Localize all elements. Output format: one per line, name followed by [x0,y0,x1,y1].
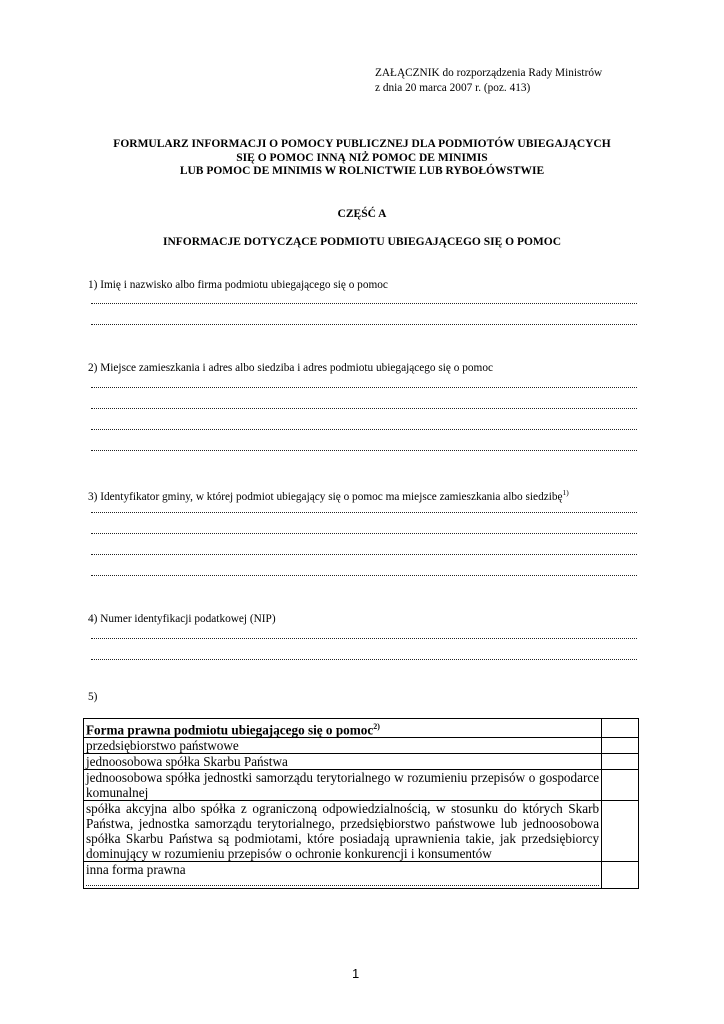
table-row [84,862,639,889]
answer-line[interactable] [91,554,637,555]
form-title-line-2: SIĘ O POMOC INNĄ NIŻ POMOC DE MINIMIS [236,151,488,164]
form-title-line-3: LUB POMOC DE MINIMIS W ROLNICTWIE LUB RYBOŁÓWSTWIE [179,165,545,177]
legal-form-checkbox[interactable] [602,801,639,862]
table-header-row [84,719,639,738]
answer-line[interactable] [91,408,637,409]
legal-form-option-label: inna forma prawna [86,862,186,878]
answer-line[interactable] [91,303,637,304]
answer-line[interactable] [91,575,637,576]
answer-line[interactable] [91,429,637,430]
annex-line-1: ZAŁĄCZNIK do rozporządzenia Rady Ministrów [375,67,603,79]
legal-form-checkbox[interactable] [602,770,639,801]
answer-line[interactable] [91,659,637,660]
table-header-text: Forma prawna podmiotu ubiegającego się o pomoc [86,722,374,738]
page-number: 1 [352,966,360,981]
form-title [40,138,684,179]
question-5-label: 5) [88,691,98,703]
answer-line[interactable] [91,512,637,513]
part-title: CZĘŚĆ A [337,208,387,220]
legal-form-option-other [84,862,602,889]
question-2-label: 2) Miejsce zamieszkania i adres albo siedziba i adres podmiotu ubiegającego się o pomoc [88,362,493,374]
legal-form-option-label: przedsiębiorstwo państwowe [84,738,602,754]
table-header-cell [84,719,602,738]
question-3-text: 3) Identyfikator gminy, w której podmiot ubiegający się o pomoc ma miejsce zamieszkania albo siedzibę [88,490,563,503]
answer-line[interactable] [91,324,637,325]
other-form-input-line[interactable] [86,877,599,886]
answer-line[interactable] [91,638,637,639]
table-row [84,754,639,770]
answer-line[interactable] [91,387,637,388]
answer-line[interactable] [91,533,637,534]
legal-form-checkbox[interactable] [602,738,639,754]
table-row [84,801,639,862]
footnote-marker: 2) [373,722,380,731]
question-4-label: 4) Numer identyfikacji podatkowej (NIP) [88,613,276,625]
answer-line[interactable] [91,450,637,451]
table-header-box [602,719,639,738]
part-subtitle: INFORMACJE DOTYCZĄCE PODMIOTU UBIEGAJĄCEGO SIĘ O POMOC [162,236,562,248]
table-row [84,738,639,754]
legal-form-checkbox[interactable] [602,754,639,770]
annex-line-2: z dnia 20 marca 2007 r. (poz. 413) [375,82,531,94]
legal-form-checkbox[interactable] [602,862,639,889]
question-1-label: 1) Imię i nazwisko albo firma podmiotu ubiegającego się o pomoc [88,279,388,291]
legal-form-option-label: spółka akcyjna albo spółka z ograniczoną odpowiedzialnością, w stosunku do których Skarb Państwa, jednostka samorządu terytorialnego, przedsiębiorstwo państwowe lub jednoosobowa spółka Skarbu Państwa są podmiotami, które posiadają uprawnienia takie, jak przedsiębiorcy dominujący w rozumieniu przepisów o ochronie konkurencji i konsumentów [84,801,602,862]
question-3-label [88,488,569,503]
legal-form-table [83,718,639,889]
annex-header [375,66,602,96]
table-row [84,770,639,801]
legal-form-option-label: jednoosobowa spółka Skarbu Państwa [84,754,602,770]
footnote-marker: 1) [562,488,569,497]
legal-form-option-label: jednoosobowa spółka jednostki samorządu terytorialnego w rozumieniu przepisów o gospodarce komunalnej [84,770,602,801]
form-title-line-1: FORMULARZ INFORMACJI O POMOCY PUBLICZNEJ DLA PODMIOTÓW UBIEGAJĄCYCH [113,138,611,150]
